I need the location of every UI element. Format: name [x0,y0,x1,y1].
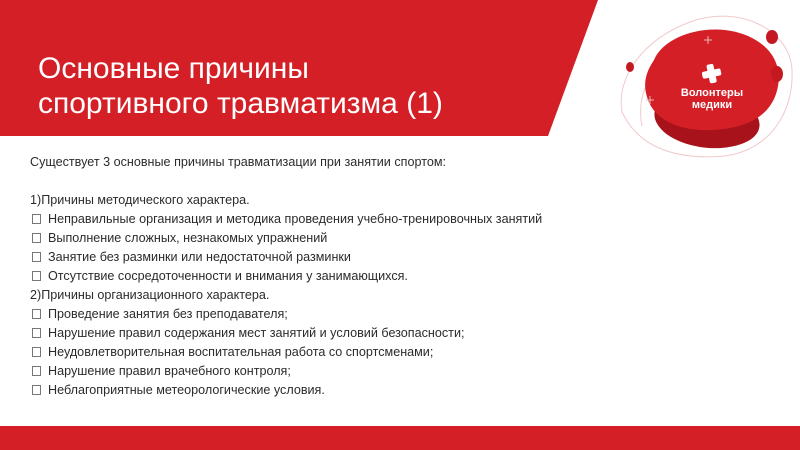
logo-dot-right [771,66,783,82]
section-heading: 1)Причины методического характера. [30,193,250,207]
bullet-box-icon [32,271,41,281]
bullet-box-icon [32,366,41,376]
logo-dot-small [626,62,634,72]
list-item-text: Неправильные организация и методика проведения учебно-тренировочных занятий [48,212,543,226]
bullet-box-icon [32,214,41,224]
list-item-text: Отсутствие сосредоточенности и внимания у занимающихся. [48,269,408,283]
list-item [30,362,620,381]
list-item-text: Нарушение правил врачебного контроля; [48,364,291,378]
list-item-text: Неблагоприятные метеорологические условия. [48,383,325,397]
logo-dot-large [766,30,778,44]
list-item-text: Занятие без разминки или недостаточной разминки [48,250,351,264]
bullet-box-icon [32,309,41,319]
section-heading: 2)Причины организационного характера. [30,288,270,302]
intro-text: Существует 3 основные причины травматизации при занятии спортом: [30,155,446,169]
title-line-1: Основные причины [38,52,309,86]
logo-caption-line-1: Волонтеры [680,87,744,99]
bullet-box-icon [32,233,41,243]
list-item [30,343,620,362]
logo-caption [672,87,752,111]
bullet-box-icon [32,347,41,357]
list-item-text: Выполнение сложных, незнакомых упражнений [48,231,328,245]
list-item [30,248,620,267]
list-item [30,305,620,324]
footer-band [0,426,800,450]
slide-title [38,51,443,121]
list-item-text: Неудовлетворительная воспитательная работа со спортсменами; [48,345,434,359]
section-organizational [30,286,620,400]
bullet-box-icon [32,252,41,262]
list-item [30,324,620,343]
list-item [30,267,620,286]
title-line-2: спортивного травматизма (1) [38,87,443,121]
slide-body [30,153,620,400]
list-item [30,381,620,400]
bullet-box-icon [32,328,41,338]
section-methodical [30,191,620,286]
list-item-text: Проведение занятия без преподавателя; [48,307,288,321]
volunteers-medics-logo [600,0,800,160]
list-item [30,210,620,229]
logo-caption-line-2: медики [691,99,733,111]
bullet-box-icon [32,385,41,395]
list-item-text: Нарушение правил содержания мест занятий и условий безопасности; [48,326,465,340]
list-item [30,229,620,248]
